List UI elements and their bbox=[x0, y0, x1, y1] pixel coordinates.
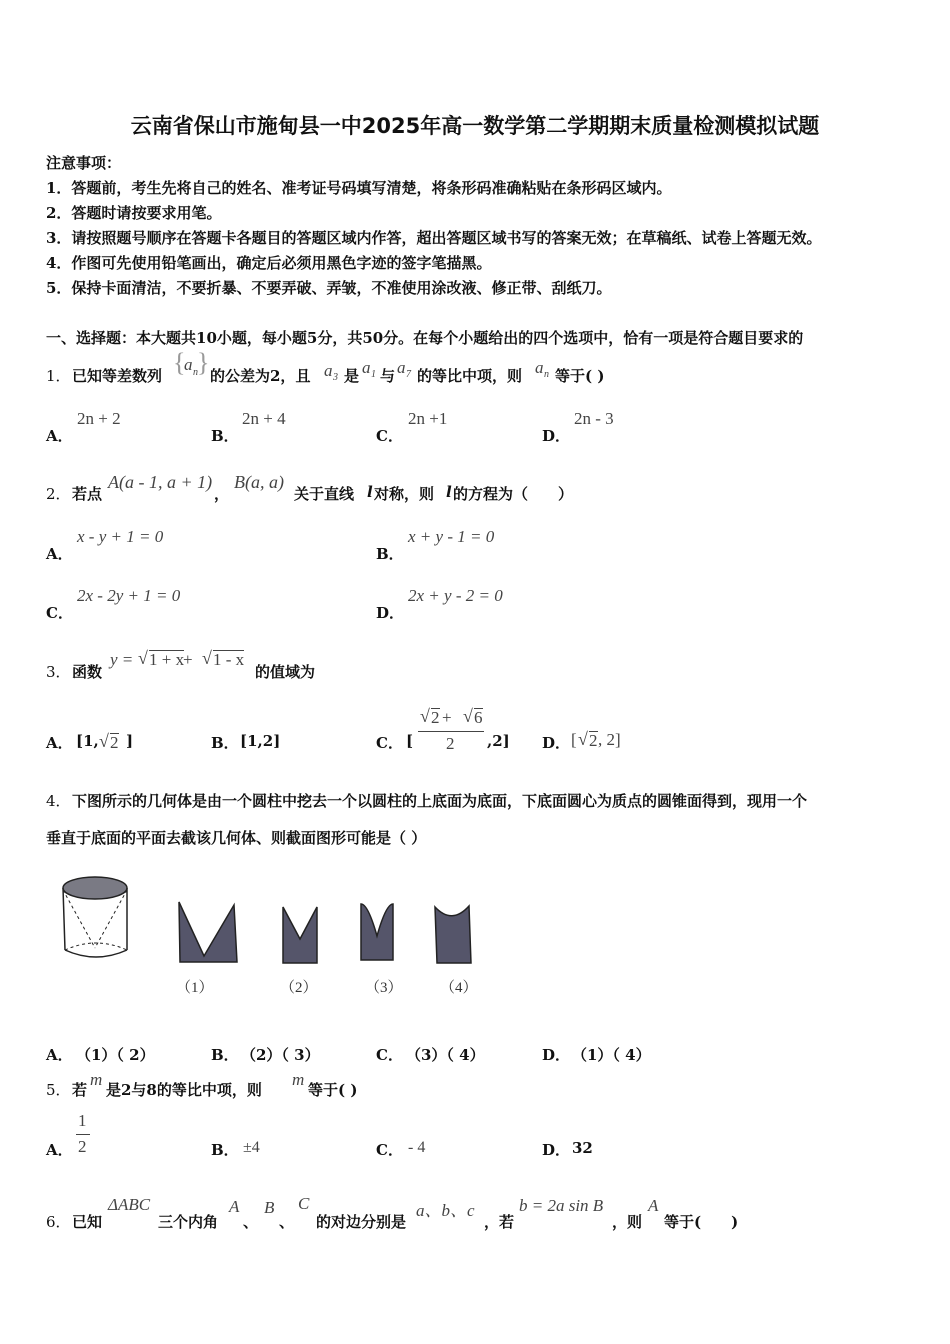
math-subscript: n bbox=[544, 369, 549, 380]
figure-caption-4: （4） bbox=[440, 980, 478, 996]
question-text: 对称，则 bbox=[374, 485, 435, 503]
sides-abc: a、b、c bbox=[416, 1201, 475, 1220]
question-text: 若 bbox=[72, 1081, 88, 1099]
option-c-numerator-1[interactable]: 2 bbox=[431, 708, 440, 727]
option-c-label[interactable]: C． bbox=[376, 427, 403, 445]
question-text: 与 bbox=[380, 367, 396, 385]
question-text: 是 bbox=[344, 367, 360, 385]
note-item-2: 2．答题时请按要求用笔。 bbox=[46, 204, 222, 222]
sqrt-icon: √ bbox=[420, 706, 430, 726]
sqrt-icon: √ bbox=[463, 706, 473, 726]
option-b-label[interactable]: B． bbox=[211, 1046, 239, 1064]
question-text: 的公差为2，且 bbox=[210, 367, 311, 385]
question-text-line-1: 下图所示的几何体是由一个圆柱中挖去一个以圆柱的上底面为底面，下底面圆心为质点的圆锥面得到，现用一个 bbox=[72, 792, 808, 810]
option-b-label[interactable]: B． bbox=[211, 1141, 239, 1159]
option-a-radicand[interactable]: 2 bbox=[110, 733, 119, 752]
option-b-value[interactable]: ±4 bbox=[243, 1139, 260, 1156]
question-number: 6． bbox=[46, 1213, 71, 1231]
figure-caption-2: （2） bbox=[280, 980, 318, 996]
option-a-value[interactable]: x - y + 1 = 0 bbox=[77, 527, 164, 546]
triangle-abc: ΔABC bbox=[108, 1195, 151, 1214]
question-text: 已知 bbox=[72, 1213, 103, 1231]
question-number: 5． bbox=[46, 1081, 71, 1099]
function-y: y = bbox=[110, 650, 134, 669]
brace-left: { bbox=[173, 348, 186, 377]
option-d-label[interactable]: D． bbox=[542, 734, 571, 752]
angle-a: A bbox=[229, 1197, 240, 1216]
sqrt-icon: √ bbox=[578, 729, 588, 749]
angle-a: A bbox=[648, 1196, 659, 1215]
option-d-label[interactable]: D． bbox=[542, 427, 571, 445]
option-c-value[interactable]: （3）（ 4） bbox=[406, 1046, 485, 1064]
math-m: m bbox=[292, 1070, 305, 1089]
cylinder-figure-icon bbox=[55, 872, 137, 964]
note-item-5: 5．保持卡面清洁，不要折暴、不要弄破、弄皱，不准使用涂改液、修正带、刮纸刀。 bbox=[46, 279, 612, 297]
math-term: a bbox=[184, 355, 193, 374]
option-d-label[interactable]: D． bbox=[542, 1046, 571, 1064]
option-a-numerator[interactable]: 1 bbox=[78, 1111, 87, 1130]
section-heading: 一、选择题：本大题共10小题，每小题5分，共50分。在每个小题给出的四个选项中，恰有一项是符合题目要求的 bbox=[46, 329, 804, 347]
option-c-plus[interactable]: + bbox=[442, 708, 452, 727]
option-a-value[interactable]: （1）（ 2） bbox=[76, 1046, 155, 1064]
option-c-numerator-2[interactable]: 6 bbox=[474, 708, 483, 727]
option-b-value[interactable]: [1,2] bbox=[240, 732, 281, 750]
fraction-bar bbox=[418, 731, 484, 732]
math-subscript: 3 bbox=[333, 372, 338, 383]
option-c-label[interactable]: C． bbox=[376, 1141, 403, 1159]
question-text: 函数 bbox=[72, 663, 103, 681]
question-number: 2． bbox=[46, 485, 71, 503]
question-text: 三个内角 bbox=[158, 1213, 219, 1231]
sqrt-icon: √ bbox=[138, 648, 148, 668]
figure-caption-1: （1） bbox=[176, 980, 214, 996]
page-title: 云南省保山市施甸县一中2025年高一数学第二学期期末质量检测模拟试题 bbox=[130, 114, 820, 138]
option-d-suffix[interactable]: , 2] bbox=[598, 730, 621, 749]
option-a-value[interactable]: 2n + 2 bbox=[77, 409, 121, 428]
question-text: 等于( ) bbox=[308, 1081, 358, 1099]
math-term: a bbox=[397, 358, 406, 377]
option-a-prefix[interactable]: [1, bbox=[76, 732, 99, 750]
option-b-value[interactable]: （2）（ 3） bbox=[241, 1046, 320, 1064]
question-text: 等于( ) bbox=[664, 1213, 739, 1231]
cross-section-2-icon bbox=[280, 905, 320, 965]
angle-b: B bbox=[264, 1198, 275, 1217]
option-c-label[interactable]: C． bbox=[46, 604, 73, 622]
option-a-suffix[interactable]: ] bbox=[126, 732, 134, 750]
option-c-suffix[interactable]: ,2] bbox=[487, 732, 510, 750]
option-d-value[interactable]: 2x + y - 2 = 0 bbox=[408, 586, 503, 605]
option-b-label[interactable]: B． bbox=[211, 734, 239, 752]
plus-sign: + bbox=[183, 650, 193, 669]
question-text: 是2与8的等比中项，则 bbox=[106, 1081, 262, 1099]
option-a-label[interactable]: A． bbox=[46, 1046, 73, 1064]
separator: 、 bbox=[279, 1213, 295, 1231]
option-d-label[interactable]: D． bbox=[542, 1141, 571, 1159]
question-text: 若点 bbox=[72, 485, 103, 503]
math-term: a bbox=[362, 358, 371, 377]
option-d-value[interactable]: （1）（ 4） bbox=[572, 1046, 651, 1064]
equation: b = 2a sin B bbox=[519, 1196, 604, 1215]
note-item-1: 1．答题前，考生先将自己的姓名、准考证号码填写清楚，将条形码准确粘贴在条形码区域内。 bbox=[46, 179, 672, 197]
math-subscript: 1 bbox=[371, 369, 376, 380]
math-subscript: 7 bbox=[406, 369, 411, 380]
line-l: l bbox=[446, 483, 452, 501]
math-subscript: n bbox=[193, 367, 198, 378]
cross-section-3-icon bbox=[358, 902, 396, 964]
question-text: 的值域为 bbox=[255, 663, 316, 681]
option-c-value[interactable]: 2n +1 bbox=[408, 409, 448, 428]
option-b-value[interactable]: 2n + 4 bbox=[242, 409, 286, 428]
figure-caption-3: （3） bbox=[365, 980, 403, 996]
question-text: ，则 bbox=[612, 1213, 643, 1231]
question-text: 的对边分别是 bbox=[316, 1213, 407, 1231]
option-a-label[interactable]: A． bbox=[46, 427, 73, 445]
option-b-label[interactable]: B． bbox=[376, 545, 404, 563]
cross-section-1-icon bbox=[176, 900, 240, 966]
radicand-1: 1 + x bbox=[149, 650, 185, 669]
line-l: l bbox=[367, 483, 373, 501]
question-number: 3． bbox=[46, 663, 71, 681]
notes-heading: 注意事项： bbox=[46, 154, 122, 172]
sqrt-icon: √ bbox=[202, 648, 212, 668]
option-c-value[interactable]: - 4 bbox=[408, 1139, 426, 1156]
angle-c: C bbox=[298, 1194, 310, 1213]
question-text: 已知等差数列 bbox=[72, 367, 163, 385]
radicand-2: 1 - x bbox=[213, 650, 245, 669]
fraction-bar bbox=[76, 1134, 90, 1135]
question-text: ，若 bbox=[484, 1213, 515, 1231]
separator: 、 bbox=[243, 1213, 259, 1231]
option-c-prefix[interactable]: [ bbox=[406, 732, 414, 750]
option-a-denominator[interactable]: 2 bbox=[78, 1137, 87, 1156]
brace-right: } bbox=[197, 348, 210, 377]
question-number: 1． bbox=[46, 367, 71, 385]
question-text: 关于直线 bbox=[294, 485, 355, 503]
question-text-line-2: 垂直于底面的平面去截该几何体、则截面图形可能是（ ） bbox=[46, 829, 427, 847]
separator: ， bbox=[214, 485, 230, 503]
question-text: 的等比中项，则 bbox=[417, 367, 523, 385]
sqrt-icon: √ bbox=[99, 731, 109, 751]
option-c-label[interactable]: C． bbox=[376, 1046, 403, 1064]
option-d-radicand[interactable]: 2 bbox=[589, 731, 598, 750]
option-b-value[interactable]: x + y - 1 = 0 bbox=[408, 527, 495, 546]
cross-section-4-icon bbox=[432, 903, 474, 965]
option-d-value[interactable]: 32 bbox=[572, 1139, 593, 1157]
note-item-4: 4．作图可先使用铅笔画出，确定后必须用黑色字迹的签字笔描黑。 bbox=[46, 254, 492, 272]
option-c-value[interactable]: 2x - 2y + 1 = 0 bbox=[77, 586, 181, 605]
math-term: a bbox=[535, 358, 544, 377]
option-d-label[interactable]: D． bbox=[376, 604, 405, 622]
option-c-label[interactable]: C． bbox=[376, 734, 403, 752]
question-text: 的方程为（ ） bbox=[453, 485, 574, 503]
math-m: m bbox=[90, 1070, 103, 1089]
question-number: 4． bbox=[46, 792, 71, 810]
option-a-label[interactable]: A． bbox=[46, 545, 73, 563]
question-text: 等于( ) bbox=[555, 367, 605, 385]
option-d-prefix[interactable]: [ bbox=[571, 730, 577, 749]
option-a-label[interactable]: A． bbox=[46, 1141, 73, 1159]
option-d-value[interactable]: 2n - 3 bbox=[574, 409, 614, 428]
point-a: A(a - 1, a + 1) bbox=[108, 472, 213, 492]
math-term: a bbox=[324, 361, 333, 380]
option-b-label[interactable]: B． bbox=[211, 427, 239, 445]
point-b: B(a, a) bbox=[234, 472, 284, 492]
note-item-3: 3．请按照题号顺序在答题卡各题目的答题区域内作答，超出答题区域书写的答案无效；在草稿纸、试卷上答题无效。 bbox=[46, 229, 822, 247]
option-c-denominator[interactable]: 2 bbox=[446, 734, 455, 753]
option-a-label[interactable]: A． bbox=[46, 734, 73, 752]
